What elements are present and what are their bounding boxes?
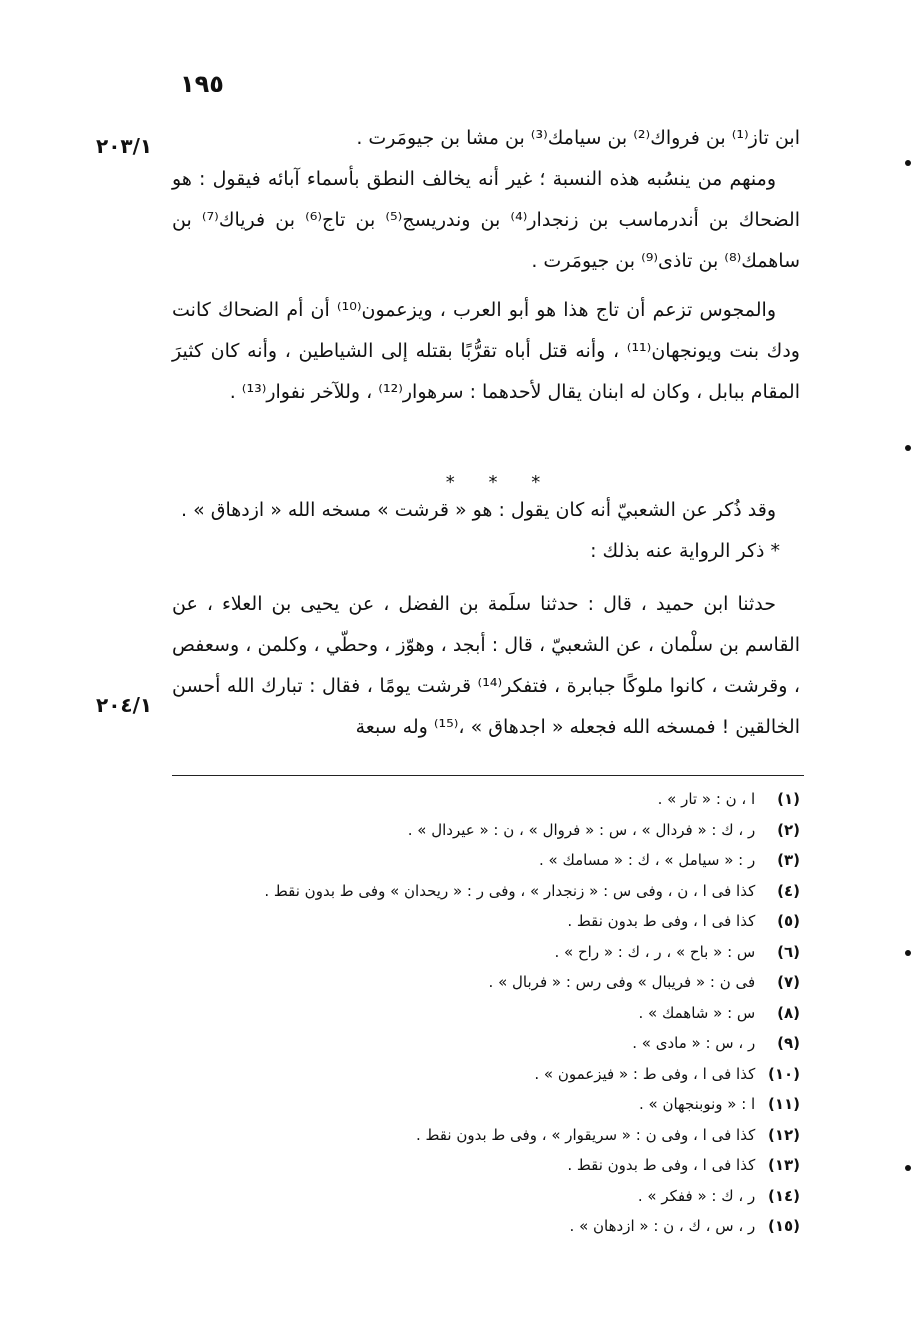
footnote-6 xyxy=(200,937,800,968)
footnote-number: (٢) xyxy=(777,820,800,839)
footnote-number: (١١) xyxy=(767,1095,800,1113)
edge-dot xyxy=(905,445,911,451)
footnote-10 xyxy=(200,1059,800,1090)
footnote-number: (١٣) xyxy=(767,1156,800,1174)
footnote-text: كذا فى ا ، وفى ط : « فيزعمون » . xyxy=(534,1064,756,1083)
footnote-number: (١) xyxy=(777,790,800,808)
body-block-2 xyxy=(172,490,800,748)
edge-dot xyxy=(905,1165,911,1171)
footnote-text: س : « شاهمك » . xyxy=(638,1003,756,1022)
footnote-number: (٦) xyxy=(777,942,800,961)
footnote-number: (٩) xyxy=(777,1034,800,1052)
footnote-text: ر ، ك : « ففكر » . xyxy=(637,1186,756,1205)
footnote-number: (٥) xyxy=(777,912,800,930)
footnotes xyxy=(200,784,800,1242)
footnote-12 xyxy=(200,1120,800,1151)
paragraph-riwaya-heading: * ذكر الرواية عنه بذلك : xyxy=(590,540,780,562)
footnote-7 xyxy=(200,967,800,998)
footnote-number: (١٠) xyxy=(767,1064,800,1083)
paragraph-other-lineage: ومنهم من ينسُبه هذه النسبة ؛ غير أنه يخالف النطق بأسماء آبائه فيقول : هو الضحاك بن أندرماسب بن زنجدار⁽⁴⁾ بن وندريسج⁽⁵⁾ بن تاج⁽⁶⁾ بن فرياك⁽⁷⁾ بن ساهمك⁽⁸⁾ بن تاذى⁽⁹⁾ بن جيومَرت . xyxy=(172,168,800,272)
page-number: ١٩٥ xyxy=(180,70,224,98)
footnote-15 xyxy=(200,1211,800,1242)
body-block-1 xyxy=(172,118,800,413)
paragraph-magians: والمجوس تزعم أن تاج هذا هو أبو العرب ، ويزعمون⁽¹⁰⁾ أن أم الضحاك كانت ودك بنت ويونجهان⁽¹¹⁾ ، وأنه قتل أباه تقرُّبًا بقتله إلى الشياطين ، وأنه كان كثيرَ المقام ببابل ، وكان له ابنان يقال لأحدهما : سرهوار⁽¹²⁾ ، وللآخر نفوار⁽¹³⁾ . xyxy=(172,299,800,403)
footnote-text: ا ، ن : « تار » . xyxy=(657,790,756,808)
footnote-number: (١٢) xyxy=(767,1125,800,1144)
footnote-14 xyxy=(200,1181,800,1212)
footnote-4 xyxy=(200,876,800,907)
footnote-number: (٨) xyxy=(777,1003,800,1022)
section-separator: * * * xyxy=(445,472,555,493)
footnote-11 xyxy=(200,1089,800,1120)
footnote-text: ر ، س ، ك ، ن : « ازدهان » . xyxy=(569,1217,756,1235)
edge-dot xyxy=(905,950,911,956)
footnote-1 xyxy=(200,784,800,815)
footnote-number: (٣) xyxy=(777,851,800,869)
paragraph-shabi: وقد ذُكر عن الشعبيّ أنه كان يقول : هو « قرشت » مسخه الله « ازدهاق » . xyxy=(180,499,776,521)
footnote-13 xyxy=(200,1150,800,1181)
footnote-number: (٧) xyxy=(777,973,800,991)
footnote-text: ر : « سيامل » ، ك : « مسامك » . xyxy=(539,851,756,869)
footnote-2 xyxy=(200,815,800,846)
footnote-3 xyxy=(200,845,800,876)
footnote-text: ر ، س : « مادى » . xyxy=(632,1034,756,1052)
footnote-text: ر ، ك : « فردال » ، س : « فروال » ، ن : « عيردال » . xyxy=(407,820,756,839)
paragraph-lineage: ابن تاز⁽¹⁾ بن فرواك⁽²⁾ بن سيامك⁽³⁾ بن مشا بن جيومَرت . xyxy=(356,127,800,149)
footnote-text: كذا فى ا ، وفى ط بدون نقط . xyxy=(567,1156,756,1174)
footnote-text: س : « باح » ، ر ، ك : « راح » . xyxy=(554,942,756,961)
paragraph-isnad: حدثنا ابن حميد ، قال : حدثنا سلَمة بن الفضل ، عن يحيى بن العلاء ، عن القاسم بن سلْمان ، عن الشعبيّ ، قال : أبجد ، وهوّز ، وحطّي ، وكلمن ، وسعفص ، وقرشت ، كانوا ملوكًا جبابرة ، فتفكر⁽¹⁴⁾ قرشت يومًا ، فقال : تبارك الله أحسن الخالقين ! فمسخه الله فجعله « اجدهاق » ،⁽¹⁵⁾ وله سبعة xyxy=(172,593,800,738)
footnote-text: كذا فى ا ، وفى ط بدون نقط . xyxy=(567,912,756,930)
footnote-divider xyxy=(172,775,804,776)
footnote-number: (١٤) xyxy=(767,1186,800,1205)
margin-reference-1: ٢٠٣/١ xyxy=(96,134,153,158)
footnote-number: (١٥) xyxy=(767,1217,800,1235)
footnote-text: ا : « ونوبنجهان » . xyxy=(638,1095,756,1113)
margin-reference-2: ٢٠٤/١ xyxy=(96,693,153,717)
footnote-number: (٤) xyxy=(777,881,800,900)
footnote-text: فى ن : « فريبال » وفى رس : « فربال » . xyxy=(488,973,756,991)
footnote-text: كذا فى ا ، وفى ن : « سريقوار » ، وفى ط بدون نقط . xyxy=(416,1125,756,1144)
footnote-5 xyxy=(200,906,800,937)
footnote-9 xyxy=(200,1028,800,1059)
footnote-text: كذا فى ا ، ن ، وفى س : « زنجدار » ، وفى ر : « ريحدان » وفى ط بدون نقط . xyxy=(264,881,756,900)
footnote-8 xyxy=(200,998,800,1029)
edge-dot xyxy=(905,160,911,166)
